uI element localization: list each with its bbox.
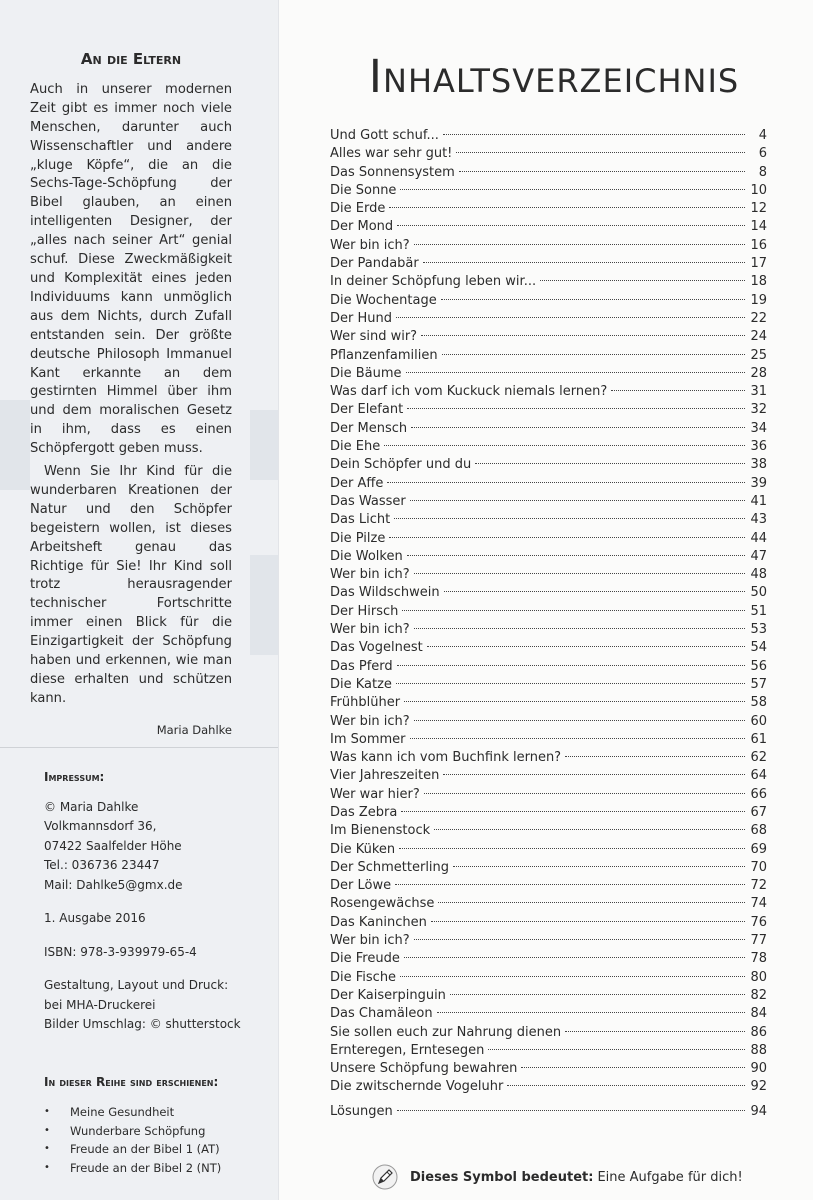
toc-entry[interactable] — [330, 1042, 767, 1060]
toc-entry-page: 24 — [750, 329, 767, 345]
toc-entry-title: Die zwitschernde Vogeluhr — [330, 1079, 504, 1095]
left-sidebar — [0, 0, 279, 1200]
toc-leader — [507, 1085, 745, 1086]
toc-leader — [404, 957, 745, 958]
toc-entry[interactable] — [330, 603, 767, 621]
toc-entry-page: 43 — [750, 512, 767, 528]
toc-entry-title: Das Wasser — [330, 493, 406, 509]
toc-entry-page: 47 — [750, 548, 767, 564]
series-item: • Freude an der Bibel 2 (NT) — [44, 1159, 264, 1178]
background-shape — [0, 400, 30, 490]
toc-leader — [565, 756, 745, 757]
toc-entry-title: Der Löwe — [330, 878, 392, 894]
toc-entry[interactable] — [330, 1060, 767, 1078]
toc-entry-title: Die Fische — [330, 969, 397, 985]
toc-leader — [399, 848, 745, 849]
toc-entry-title: Das Kaninchen — [330, 914, 427, 930]
toc-leader — [611, 390, 745, 391]
toc-entry[interactable] — [330, 786, 767, 804]
toc-leader — [394, 518, 745, 519]
toc-entry-page: 58 — [750, 695, 767, 711]
series-title: In dieser Reihe sind erschienen: — [44, 1075, 219, 1089]
toc-entry-title: Wer sind wir? — [330, 329, 418, 345]
toc-entry-title: Wer bin ich? — [330, 622, 410, 638]
toc-entry-page: 8 — [758, 164, 767, 180]
impressum — [44, 768, 264, 1049]
toc-entry-page: 39 — [750, 475, 767, 491]
series-item: • Wunderbare Schöpfung — [44, 1122, 264, 1141]
toc-entry[interactable] — [330, 328, 767, 346]
table-of-contents — [330, 127, 767, 1097]
series-item: • Meine Gesundheit — [44, 1103, 264, 1122]
toc-entry[interactable] — [330, 731, 767, 749]
toc-entry[interactable] — [330, 420, 767, 438]
sidebar-divider — [0, 747, 278, 748]
toc-entry-title: Die Bäume — [330, 365, 402, 381]
toc-entry-title: Der Pandabär — [330, 256, 419, 272]
toc-entry-page: 61 — [750, 731, 767, 747]
toc-entry-title: Das Pferd — [330, 658, 393, 674]
impressum-address — [44, 798, 264, 896]
toc-entry[interactable] — [330, 273, 767, 291]
toc-leader — [443, 774, 745, 775]
toc-entry-page: 69 — [750, 841, 767, 857]
toc-entry-title: Im Bienenstock — [330, 823, 431, 839]
toc-entry-title: Der Kaiserpinguin — [330, 987, 446, 1003]
toc-leader — [444, 591, 745, 592]
toc-entry-page: 76 — [750, 914, 767, 930]
toc-entry-page: 80 — [750, 969, 767, 985]
toc-leader — [410, 500, 745, 501]
toc-entry-page: 25 — [750, 347, 767, 363]
toc-entry-title: Pflanzenfamilien — [330, 347, 438, 363]
toc-solutions — [330, 1103, 767, 1121]
toc-leader — [438, 902, 745, 903]
toc-entry-title: Wer bin ich? — [330, 567, 410, 583]
toc-entry[interactable] — [330, 401, 767, 419]
toc-entry-page: 88 — [750, 1042, 767, 1058]
toc-entry-page: 78 — [750, 951, 767, 967]
toc-entry[interactable] — [330, 895, 767, 913]
toc-entry-page: 34 — [750, 420, 767, 436]
symbol-legend — [372, 1164, 772, 1190]
toc-entry[interactable] — [330, 713, 767, 731]
toc-leader — [442, 354, 745, 355]
toc-entry-title: Was kann ich vom Buchfink lernen? — [330, 750, 562, 766]
toc-entry-title: Die Sonne — [330, 182, 397, 198]
toc-entry[interactable] — [330, 1005, 767, 1023]
toc-leader — [475, 463, 745, 464]
toc-entry-title: Das Zebra — [330, 804, 398, 820]
toc-entry-page: 90 — [750, 1061, 767, 1077]
toc-entry-page: 74 — [750, 896, 767, 912]
toc-entry-page: 86 — [750, 1024, 767, 1040]
toc-entry[interactable] — [330, 767, 767, 785]
impressum-line: Tel.: 036736 23447 — [44, 858, 160, 872]
toc-leader — [459, 171, 745, 172]
toc-entry-title: Rosengewächse — [330, 896, 435, 912]
toc-leader — [414, 244, 745, 245]
toc-entry[interactable] — [330, 237, 767, 255]
toc-leader — [443, 134, 745, 135]
toc-leader — [453, 866, 745, 867]
toc-entry-page: 19 — [750, 292, 767, 308]
toc-entry-title: Der Schmetterling — [330, 859, 450, 875]
background-shape — [250, 410, 278, 480]
parents-paragraph: Wenn Sie Ihr Kind für die wunderbaren Kreationen der Natur und den Schöpfer begeistern wollen, ist dieses Arbeitsheft genau das Richtige für Sie! Ihr Kind soll trotz herausragender technischer Fortschritte immer einen Blick für die Einzigartigkeit der Schöpfung haben und erkennen, wie man diese erhalten und schützen kann. — [30, 464, 232, 706]
toc-entry[interactable] — [330, 676, 767, 694]
toc-entry[interactable] — [330, 584, 767, 602]
toc-entry[interactable] — [330, 969, 767, 987]
toc-entry-page: 38 — [750, 457, 767, 473]
toc-entry-page: 28 — [750, 365, 767, 381]
toc-leader — [397, 225, 745, 226]
toc-leader — [424, 793, 745, 794]
toc-entry-page: 22 — [750, 310, 767, 326]
toc-entry[interactable] — [330, 1103, 767, 1121]
toc-leader — [414, 628, 745, 629]
toc-leader — [406, 372, 745, 373]
toc-leader — [488, 1049, 745, 1050]
toc-entry-title: Das Wildschwein — [330, 585, 440, 601]
toc-entry-title: Der Hund — [330, 310, 392, 326]
impressum-line: Bilder Umschlag: © shutterstock — [44, 1017, 241, 1031]
toc-entry[interactable] — [330, 347, 767, 365]
toc-entry[interactable] — [330, 383, 767, 401]
toc-entry-page: 51 — [750, 603, 767, 619]
toc-entry-page: 66 — [750, 786, 767, 802]
toc-entry-title: Unsere Schöpfung bewahren — [330, 1061, 518, 1077]
toc-entry[interactable] — [330, 749, 767, 767]
toc-entry-title: Die Freude — [330, 951, 400, 967]
toc-entry[interactable] — [330, 530, 767, 548]
toc-entry[interactable] — [330, 822, 767, 840]
toc-entry-title: Lösungen — [330, 1104, 393, 1119]
toc-entry-title: Das Sonnensystem — [330, 164, 455, 180]
toc-leader — [521, 1067, 745, 1068]
toc-entry[interactable] — [330, 292, 767, 310]
background-shape — [250, 555, 278, 655]
toc-leader — [414, 573, 745, 574]
toc-entry-page: 4 — [758, 128, 767, 143]
impressum-line: Mail: Dahlke5@gmx.de — [44, 877, 183, 892]
toc-entry[interactable] — [330, 566, 767, 584]
toc-entry[interactable] — [330, 127, 767, 145]
toc-leader — [431, 921, 745, 922]
toc-entry[interactable] — [330, 182, 767, 200]
toc-leader — [414, 939, 745, 940]
toc-entry-title: Im Sommer — [330, 731, 406, 747]
toc-entry[interactable] — [330, 365, 767, 383]
toc-entry-page: 31 — [750, 384, 767, 400]
toc-entry-title: Frühblüher — [330, 695, 401, 711]
toc-entry-title: Der Mond — [330, 219, 394, 235]
impressum-line: Volkmannsdorf 36, — [44, 819, 157, 833]
toc-entry[interactable] — [330, 456, 767, 474]
toc-leader — [397, 1110, 745, 1111]
impressum-line: © Maria Dahlke — [44, 799, 139, 814]
toc-entry[interactable] — [330, 987, 767, 1005]
impressum-production — [44, 976, 264, 1035]
toc-leader — [450, 994, 745, 995]
toc-entry-page: 50 — [750, 585, 767, 601]
toc-entry-title: Die Pilze — [330, 530, 386, 546]
toc-entry[interactable] — [330, 804, 767, 822]
toc-entry[interactable] — [330, 950, 767, 968]
toc-entry-page: 77 — [750, 933, 767, 949]
toc-entry-page: 54 — [750, 640, 767, 656]
toc-entry-title: Und Gott schuf... — [330, 128, 439, 143]
toc-entry-page: 94 — [750, 1104, 767, 1119]
toc-leader — [565, 1031, 745, 1032]
toc-entry[interactable] — [330, 255, 767, 273]
toc-entry-title: Der Elefant — [330, 402, 404, 418]
toc-leader — [434, 829, 745, 830]
toc-entry-title: Der Mensch — [330, 420, 408, 436]
toc-entry-title: Der Hirsch — [330, 603, 399, 619]
toc-entry-page: 16 — [750, 237, 767, 253]
toc-leader — [456, 152, 745, 153]
toc-entry-page: 53 — [750, 622, 767, 638]
parents-signature: Maria Dahlke — [156, 722, 232, 737]
parents-note — [30, 50, 232, 740]
toc-entry-page: 72 — [750, 878, 767, 894]
toc-entry-page: 62 — [750, 750, 767, 766]
toc-entry-title: Vier Jahreszeiten — [330, 768, 440, 784]
impressum-line: 07422 Saalfelder Höhe — [44, 838, 182, 853]
toc-entry-title: Wer war hier? — [330, 786, 420, 802]
toc-leader — [414, 720, 745, 721]
toc-entry-page: 82 — [750, 987, 767, 1003]
toc-entry-title: Die Ehe — [330, 439, 381, 455]
toc-leader — [400, 976, 745, 977]
toc-leader — [411, 427, 745, 428]
toc-entry-title: Das Chamäleon — [330, 1006, 433, 1022]
toc-entry[interactable] — [330, 658, 767, 676]
toc-entry[interactable] — [330, 914, 767, 932]
toc-entry-page: 67 — [750, 804, 767, 820]
toc-entry[interactable] — [330, 511, 767, 529]
toc-leader — [387, 482, 745, 483]
symbol-legend-text: Eine Aufgabe für dich! — [597, 1169, 743, 1185]
impressum-title: Impressum: — [44, 770, 105, 784]
series-list — [44, 1075, 264, 1177]
pencil-icon — [372, 1164, 398, 1190]
toc-entry-page: 92 — [750, 1079, 767, 1095]
toc-entry-page: 17 — [750, 256, 767, 272]
toc-entry-title: In deiner Schöpfung leben wir... — [330, 274, 537, 290]
toc-entry[interactable] — [330, 310, 767, 328]
toc-entry[interactable] — [330, 841, 767, 859]
toc-leader — [437, 1012, 745, 1013]
toc-leader — [407, 408, 745, 409]
toc-entry-title: Die Wolken — [330, 548, 403, 564]
series-item: • Freude an der Bibel 1 (AT) — [44, 1140, 264, 1159]
toc-leader — [396, 317, 745, 318]
toc-entry[interactable] — [330, 164, 767, 182]
toc-entry-title: Der Affe — [330, 475, 384, 491]
toc-entry-page: 70 — [750, 859, 767, 875]
toc-entry-page: 6 — [758, 146, 767, 162]
toc-entry[interactable] — [330, 145, 767, 163]
impressum-isbn: ISBN: 978-3-939979-65-4 — [44, 944, 197, 959]
toc-entry[interactable] — [330, 200, 767, 218]
toc-entry-page: 14 — [750, 219, 767, 235]
toc-entry-title: Das Vogelnest — [330, 640, 423, 656]
toc-entry[interactable] — [330, 493, 767, 511]
toc-leader — [395, 884, 745, 885]
toc-leader — [421, 335, 745, 336]
toc-entry-page: 18 — [750, 274, 767, 290]
toc-entry[interactable] — [330, 438, 767, 456]
toc-entry[interactable] — [330, 621, 767, 639]
parents-paragraph: Auch in unserer modernen Zeit gibt es immer noch viele Menschen, darunter auch Wissenschaftler und andere „kluge Köpfe“, die an die Sechs-Tage-Schöpfung der Bibel glauben, an einen intelligenten Designer, der „alles nach seiner Art“ genial schuf. Diese Zweckmäßigkeit und Komplexität eines jeden Individuums kann unmöglich aus dem Nichts, durch Zufall entstanden sein. Der größte deutsche Philosoph Immanuel Kant erkannte an dem gestirnten Himmel über ihm und dem moralischen Gesetz in ihm, dass es einen Schöpfergott geben muss. — [30, 81, 232, 457]
toc-entry[interactable] — [330, 475, 767, 493]
toc-entry-title: Wer bin ich? — [330, 933, 410, 949]
toc-entry-page: 60 — [750, 713, 767, 729]
series-items — [44, 1103, 264, 1177]
toc-leader — [407, 555, 745, 556]
toc-entry[interactable] — [330, 218, 767, 236]
toc-entry-title: Die Katze — [330, 676, 392, 692]
toc-entry-title: Wer bin ich? — [330, 713, 410, 729]
toc-entry[interactable] — [330, 694, 767, 712]
toc-entry-title: Dein Schöpfer und du — [330, 457, 472, 473]
toc-leader — [389, 207, 745, 208]
toc-entry-page: 36 — [750, 439, 767, 455]
parents-title: An die Eltern — [80, 50, 182, 68]
toc-entry-page: 84 — [750, 1006, 767, 1022]
toc-entry-title: Ernteregen, Erntesegen — [330, 1042, 485, 1058]
toc-leader — [540, 280, 745, 281]
toc-entry-page: 10 — [750, 182, 767, 198]
toc-entry-title: Alles war sehr gut! — [330, 146, 453, 162]
toc-entry[interactable] — [330, 548, 767, 566]
toc-entry-page: 68 — [750, 823, 767, 839]
toc-entry-page: 56 — [750, 658, 767, 674]
toc-entry[interactable] — [330, 1078, 767, 1096]
symbol-legend-label: Dieses Symbol bedeutet: — [410, 1169, 594, 1185]
impressum-line: Gestaltung, Layout und Druck: — [44, 978, 229, 992]
toc-leader — [384, 445, 745, 446]
toc-leader — [389, 537, 745, 538]
toc-entry-page: 64 — [750, 768, 767, 784]
toc-leader — [404, 701, 745, 702]
toc-entry-title: Sie sollen euch zur Nahrung dienen — [330, 1024, 562, 1040]
toc-entry-page: 12 — [750, 201, 767, 217]
impressum-edition: 1. Ausgabe 2016 — [44, 911, 146, 925]
toc-leader — [396, 683, 745, 684]
toc-leader — [410, 738, 745, 739]
toc-entry-page: 41 — [750, 493, 767, 509]
toc-entry[interactable] — [330, 932, 767, 950]
toc-entry-page: 44 — [750, 530, 767, 546]
toc-entry-title: Das Licht — [330, 512, 391, 528]
toc-entry-title: Wer bin ich? — [330, 237, 410, 253]
toc-leader — [400, 189, 745, 190]
toc-entry-page: 32 — [750, 402, 767, 418]
toc-entry[interactable] — [330, 1024, 767, 1042]
toc-entry-title: Die Erde — [330, 201, 386, 217]
toc-entry[interactable] — [330, 877, 767, 895]
toc-leader — [423, 262, 745, 263]
toc-entry-page: 48 — [750, 567, 767, 583]
toc-leader — [441, 299, 745, 300]
toc-entry-title: Die Küken — [330, 841, 396, 857]
toc-leader — [401, 811, 745, 812]
toc-entry-title: Die Wochentage — [330, 292, 437, 308]
impressum-line: bei MHA-Druckerei — [44, 997, 156, 1012]
page-title: Inhaltsverzeichnis — [368, 50, 740, 103]
toc-entry[interactable] — [330, 639, 767, 657]
toc-leader — [402, 610, 745, 611]
toc-leader — [427, 646, 745, 647]
toc-entry[interactable] — [330, 859, 767, 877]
toc-entry-title: Was darf ich vom Kuckuck niemals lernen? — [330, 384, 608, 400]
toc-entry-page: 57 — [750, 676, 767, 692]
toc-leader — [397, 665, 745, 666]
